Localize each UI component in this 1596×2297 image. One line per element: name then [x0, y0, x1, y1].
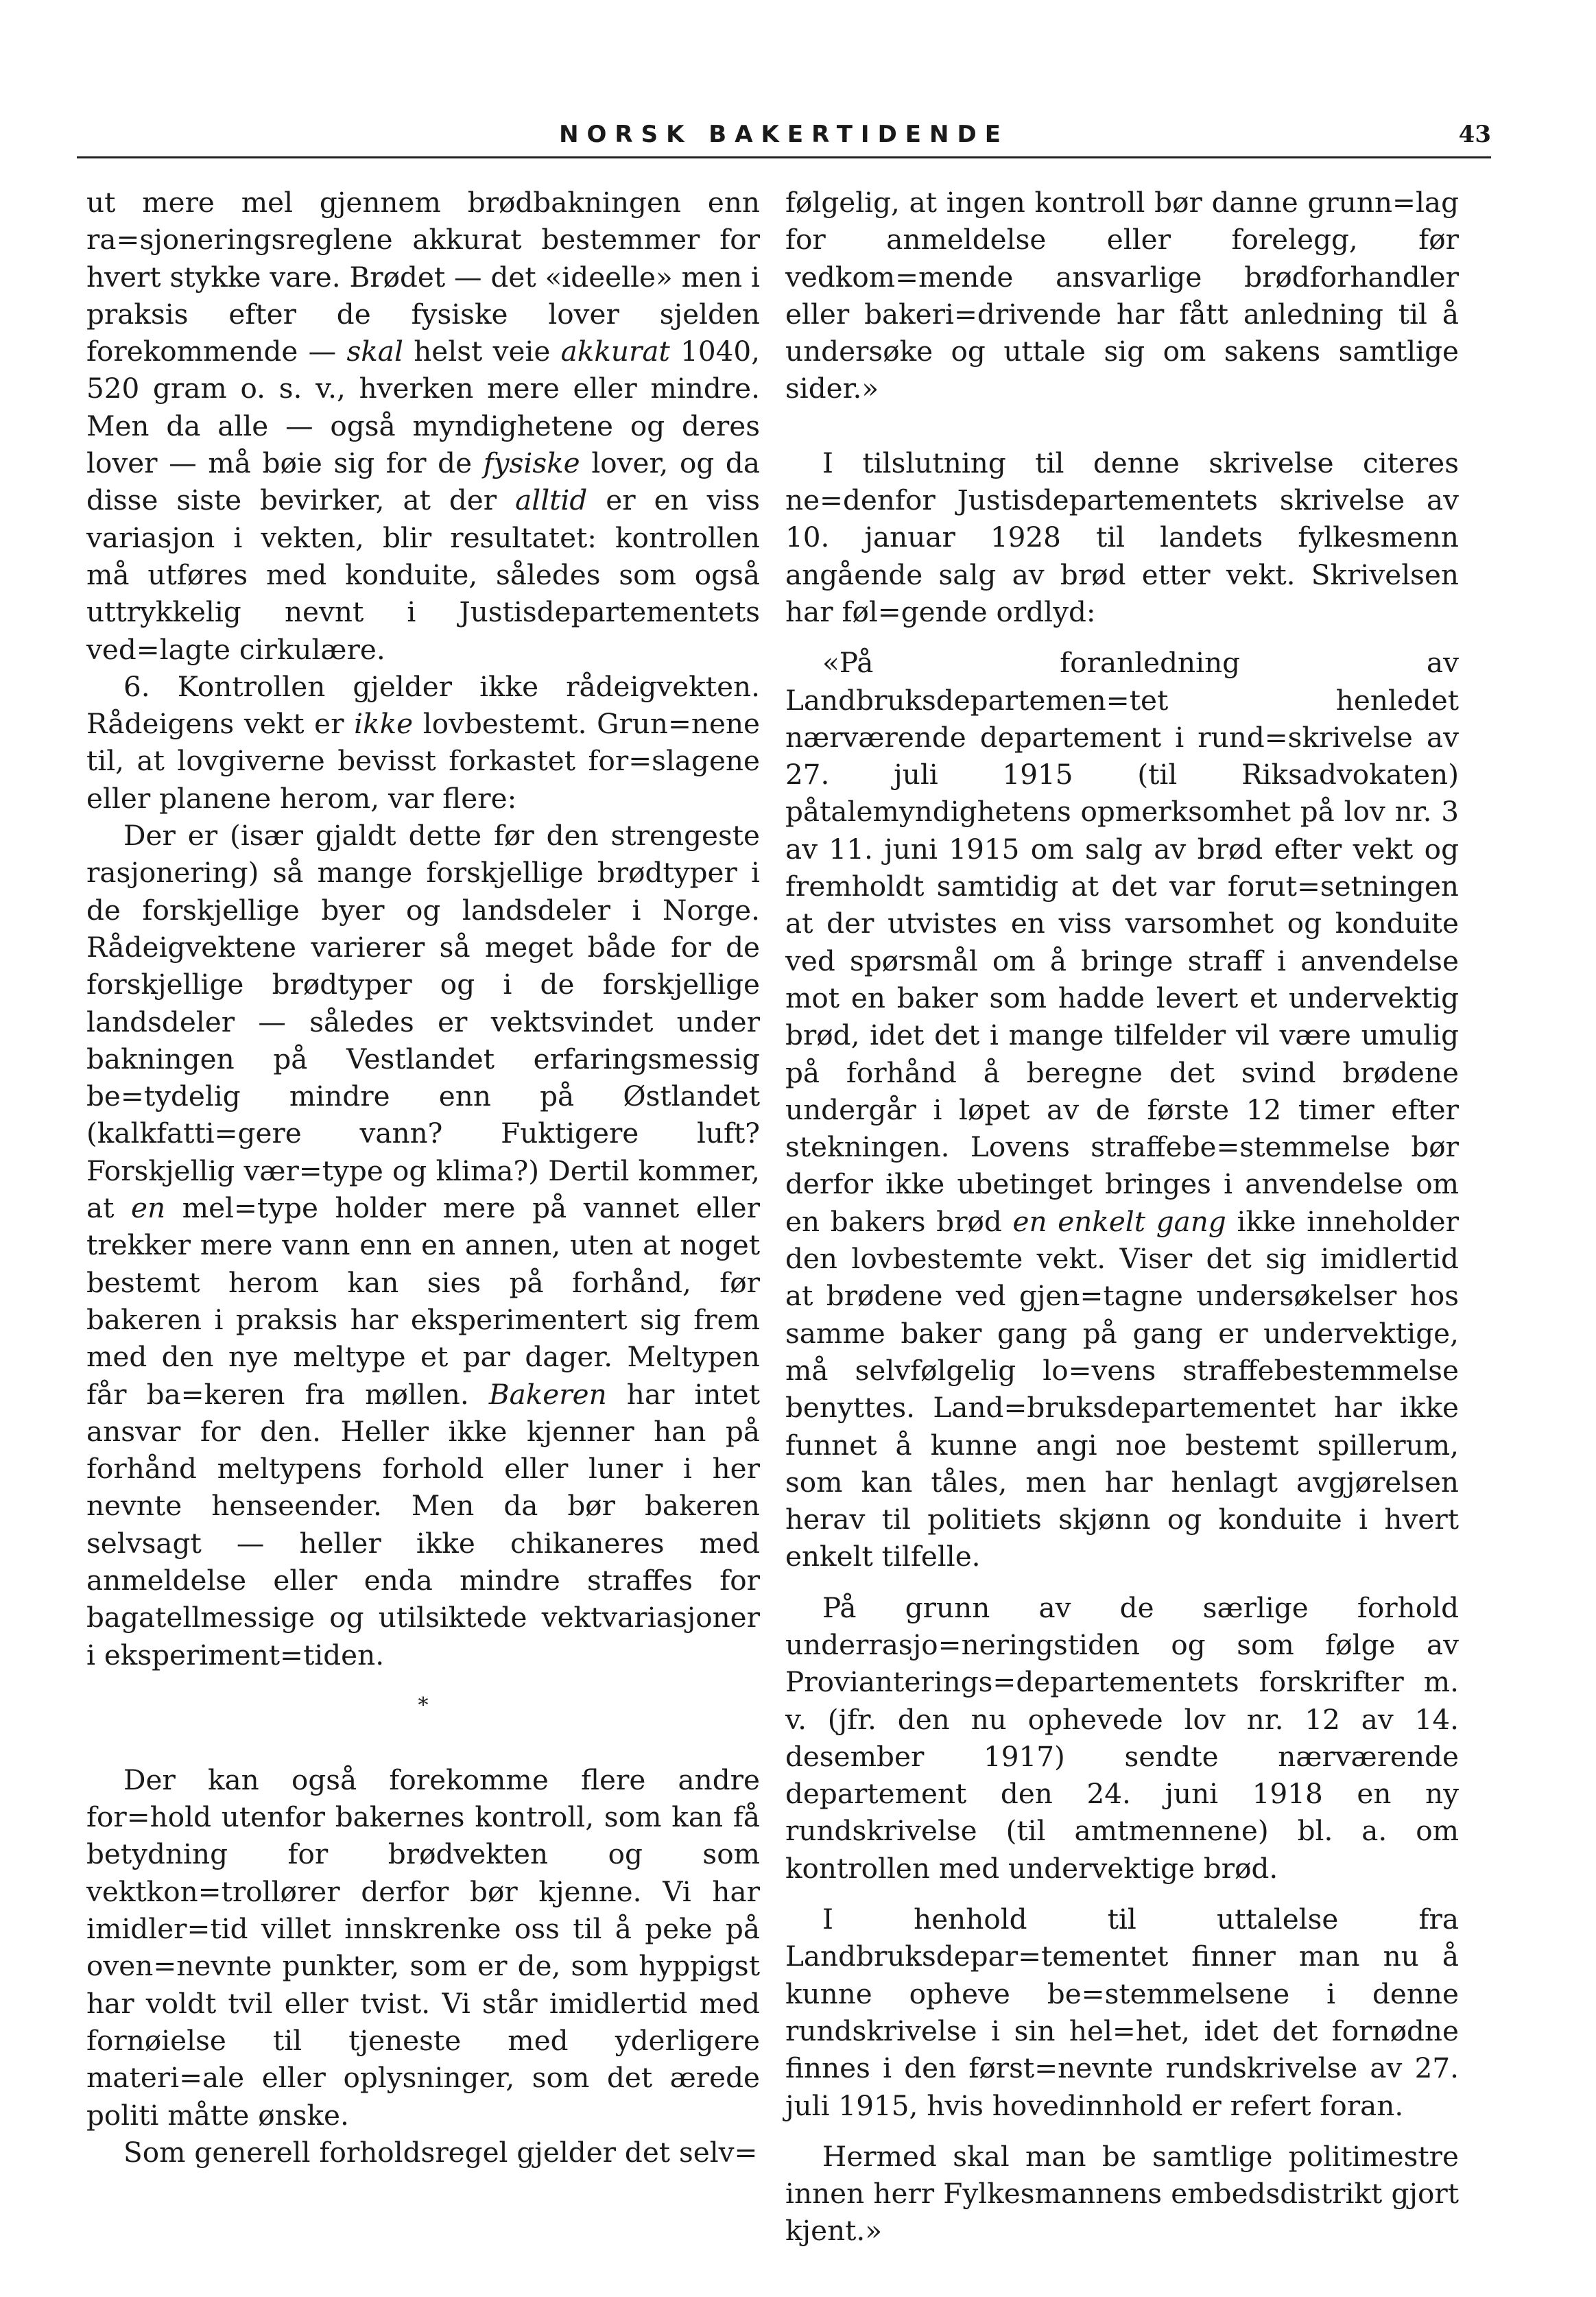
paragraph: Hermed skal man be samtlige politimestre innen herr Fylkesmannens embedsdistrikt gjort kjent.» [785, 2139, 1459, 2248]
section-separator: * [418, 1693, 429, 1717]
paragraph: ut mere mel gjennem brødbakningen enn ra=sjoneringsreglene akkurat bestemmer for hvert stykke vare. Brødet — det «ideelle» men i praksis efter de fysiske lover sjelden forekommende — skal helst veie akkurat 1040, 520 gram o. s. v., hverken mere eller mindre. Men da alle — også myndighetene og deres lover — må bøie sig for de fysiske lover, og da disse siste bevirker, at der alltid er en viss variasjon i vekten, blir resultatet: kontrollen må utføres med konduite, således som også uttrykkelig nevnt i Justisdepartementets ved=lagte cirkulære. [86, 186, 761, 666]
paragraph: Der er (især gjaldt dette før den strengeste rasjonering) så mange forskjellige brødtyper i de forskjellige byer og landsdeler i Norge. Rådeigvektene varierer så meget både for de forskjellige brødtyper og i de forskjellige landsdeler — således er vektsvindet under bakningen på Vestlandet erfaringsmessig be=tydelig mindre enn på Østlandet (kalkfatti=gere vann? Fuktigere luft? Forskjellig vær=type og klima?) Dertil kommer, at en mel=type holder mere på vannet eller trekker mere vann enn en annen, uten at noget bestemt herom kan sies på forhånd, før bakeren i praksis har eksperimentert sig frem med den nye meltype et par dager. Meltypen får ba=keren fra møllen. Bakeren har intet ansvar for den. Heller ikke kjenner han på forhånd meltypens forhold eller luner i her nevnte henseender. Men da bør bakeren selvsagt — heller ikke chikaneres med anmeldelse eller enda mindre straffes for bagatellmessige og utilsiktede vektvariasjoner i eksperiment=tiden. [86, 819, 760, 1671]
paragraph: Der kan også forekomme flere andre for=hold utenfor bakernes kontroll, som kan få betydning for brødvekten og som vektkon=trollører derfor bør kjenne. Vi har imidler=tid villet innskrenke oss til å peke på oven=nevnte punkter, som er de, som hyppigst har voldt tvil eller tvist. Vi står imidlertid med fornøielse til tjeneste med yderligere materi=ale eller oplysninger, som det ærede politi måtte ønske. [86, 1763, 760, 2132]
left-column [86, 184, 760, 2171]
right-column [785, 184, 1459, 2250]
paragraph: Som generell forholdsregel gjelder det selv= [123, 2135, 758, 2169]
paragraph: følgelig, at ingen kontroll bør danne grunn=lag for anmeldelse eller forelegg, før vedkom=mende ansvarlige brødforhandler eller bakeri=drivende har fått anledning til å undersøke og uttale sig om sakens samtlige sider.» [785, 186, 1459, 405]
quoted-circular: «På foranledning av Landbruksdepartemen=tet henledet nærværende departement i rund=skrivelse av 27. juli 1915 (til Riksadvokaten) påtalemyndighetens opmerksomhet på lov nr. 3 av 11. juni 1915 om salg av brød efter vekt og fremholdt samtidig at det var forut=setningen at der utvistes en viss varsomhet og konduite ved spørsmål om å bringe straff i anvendelse mot en baker som hadde levert et undervektig brød, idet det i mange tilfelder vil være umulig på forhånd å beregne det svind brødene undergår i løpet av de første 12 timer efter stekningen. Lovens straffebe=stemmelse bør derfor ikke ubetinget bringes i anvendelse om en bakers brød en enkelt gang ikke inneholder den lovbestemte vekt. Viser det sig imidlertid at brødene ved gjen=tagne undersøkelser hos samme baker gang på gang er undervektige, må selvfølgelig lo=vens straffebestemmelse benyttes. Land=bruksdepartementet har ikke funnet å kunne angi noe bestemt spillerum, som kan tåles, men har henlagt avgjørelsen herav til politiets skjønn og konduite i hvert enkelt tilfelle. [785, 646, 1460, 1573]
paragraph: På grunn av de særlige forhold underrasjo=neringstiden og som følge av Provianterings=departementets forskrifter m. v. (jfr. den nu ophevede lov nr. 12 av 14. desember 1917) sendte nærværende departement den 24. juni 1918 en ny rundskrivelse (til amtmennene) bl. a. om kontrollen med undervektige brød. [785, 1591, 1459, 1885]
paragraph: I tilslutning til denne skrivelse citeres ne=denfor Justisdepartementets skrivelse av 10. januar 1928 til landets fylkesmenn angående salg av brød etter vekt. Skrivelsen har føl=gende ordlyd: [785, 446, 1459, 628]
page-number: 43 [1458, 121, 1491, 148]
paragraph: I henhold til uttalelse fra Landbruksdepar=tementet finner man nu å kunne opheve be=stemmelsene i denne rundskrivelse i sin hel=het, idet det fornødne finnes i den først=nevnte rundskrivelse av 27. juli 1915, hvis hovedinnhold er refert foran. [785, 1903, 1459, 2122]
running-header [77, 115, 1491, 158]
paragraph: 6. Kontrollen gjelder ikke rådeigvekten. Rådeigens vekt er ikke lovbestemt. Grun=nene til, at lovgiverne bevisst forkastet for=slagene eller planene herom, var flere: [86, 669, 760, 815]
journal-title: NORSK BAKERTIDENDE [559, 121, 1009, 148]
